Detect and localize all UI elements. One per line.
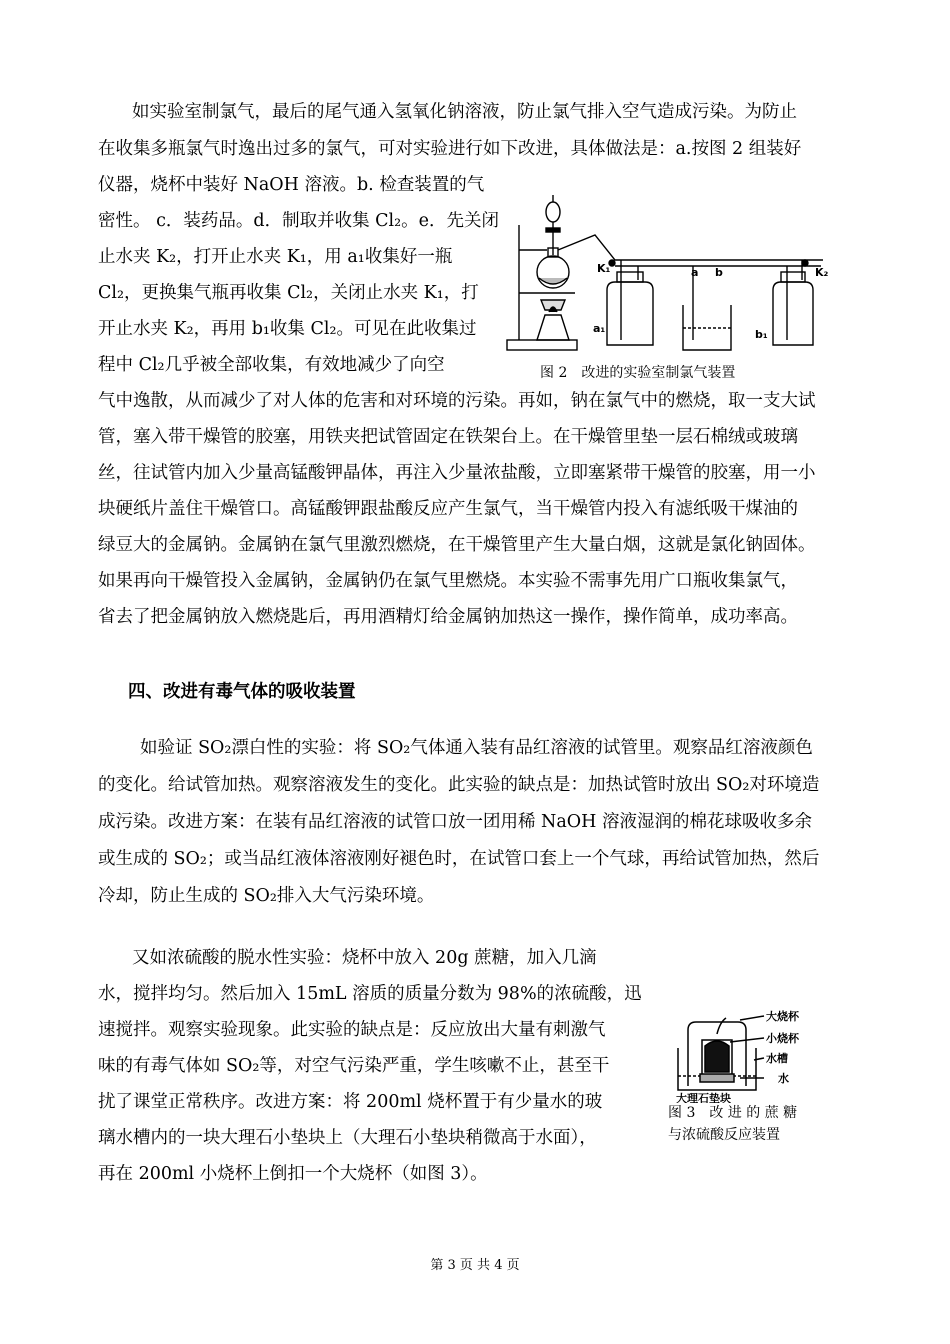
figure-3-caption-line1: 图 3 改 进 的 蔗 糖: [668, 1105, 798, 1121]
section-heading: 四、改进有毒气体的吸收装置: [128, 682, 356, 702]
text-line: 仪器，烧杯中装好 NaOH 溶液。b. 检查装置的气: [98, 175, 485, 195]
label-trough: 水槽: [766, 1052, 788, 1065]
label-a1: a₁: [593, 322, 606, 335]
label-k1: K₁: [597, 262, 611, 275]
text-line: 丝，往试管内加入少量高锰酸钾晶体，再注入少量浓盐酸，立即塞紧带干燥管的胶塞，用一小: [98, 463, 816, 483]
text-line: 密性。 c．装药品。d．制取并收集 Cl₂。e．先关闭: [98, 211, 499, 231]
text-line: 如果再向干燥管投入金属钠，金属钠仍在氯气里燃烧。本实验不需事先用广口瓶收集氯气，: [98, 571, 798, 591]
figure-3-caption-line2: 与浓硫酸反应装置: [668, 1127, 780, 1143]
text-line: 开止水夹 K₂，再用 b₁收集 Cl₂。可见在此收集过: [98, 319, 477, 339]
text-line: 绿豆大的金属钠。金属钠在氯气里激烈燃烧，在干燥管里产生大量白烟，这就是氯化钠固体。: [98, 535, 816, 555]
text-line: 再在 200ml 小烧杯上倒扣一个大烧杯（如图 3）。: [98, 1164, 488, 1184]
label-big-beaker: 大烧杯: [766, 1010, 799, 1023]
text-line: 味的有毒气体如 SO₂等，对空气污染严重，学生咳嗽不止，甚至干: [98, 1056, 610, 1076]
label-k2: K₂: [815, 266, 829, 279]
label-b1: b₁: [755, 328, 768, 341]
page-footer: 第 3 页 共 4 页: [430, 1258, 520, 1273]
figure-2-caption: 图 2 改进的实验室制氯气装置: [540, 365, 736, 381]
label-marble: 大理石垫块: [676, 1092, 731, 1103]
label-b: b: [715, 266, 723, 279]
text-line: 如验证 SO₂漂白性的实验：将 SO₂气体通入装有品红溶液的试管里。观察品红溶液颜色: [140, 738, 813, 758]
text-line: 程中 Cl₂几乎被全部收集，有效地减少了向空: [98, 355, 445, 375]
text-line: 的变化。给试管加热。观察溶液发生的变化。此实验的缺点是：加热试管时放出 SO₂对环境造: [98, 775, 820, 795]
text-line: 又如浓硫酸的脱水性实验：烧杯中放入 20g 蔗糖，加入几滴: [132, 948, 597, 968]
text-line: 璃水槽内的一块大理石小垫块上（大理石小垫块稍微高于水面），: [98, 1128, 597, 1148]
text-line: 速搅拌。观察实验现象。此实验的缺点是：反应放出大量有刺激气: [98, 1020, 606, 1040]
text-line: 冷却，防止生成的 SO₂排入大气污染环境。: [98, 886, 435, 906]
label-small-beaker: 小烧杯: [766, 1032, 799, 1045]
text-line: 扰了课堂正常秩序。改进方案：将 200ml 烧杯置于有少量水的玻: [98, 1092, 603, 1112]
text-line: 在收集多瓶氯气时逸出过多的氯气，可对实验进行如下改进，具体做法是：a.按图 2 组装好: [98, 139, 802, 159]
text-line: 省去了把金属钠放入燃烧匙后，再用酒精灯给金属钠加热这一操作，操作简单，成功率高。: [98, 607, 798, 627]
text-line: 气中逸散，从而减少了对人体的危害和对环境的污染。再如，钠在氯气中的燃烧，取一支大试: [98, 391, 816, 411]
text-line: 如实验室制氯气，最后的尾气通入氢氧化钠溶液，防止氯气排入空气造成污染。为防止: [132, 102, 797, 122]
figure-sugar-apparatus: [660, 1008, 840, 1103]
text-line: Cl₂，更换集气瓶再收集 Cl₂，关闭止水夹 K₁，打: [98, 283, 479, 303]
text-line: 块硬纸片盖住干燥管口。高锰酸钾跟盐酸反应产生氯气，当干燥管内投入有滤纸吸干煤油的: [98, 499, 798, 519]
text-line: 或生成的 SO₂；或当品红液体溶液刚好褪色时，在试管口套上一个气球，再给试管加热，然后: [98, 849, 820, 869]
text-line: 管，塞入带干燥管的胶塞，用铁夹把试管固定在铁架台上。在干燥管里垫一层石棉绒或玻璃: [98, 427, 798, 447]
figure-chlorine-apparatus: [505, 190, 840, 360]
text-line: 止水夹 K₂，打开止水夹 K₁，用 a₁收集好一瓶: [98, 247, 453, 267]
label-water: 水: [778, 1072, 789, 1085]
text-line: 水，搅拌均匀。然后加入 15mL 溶质的质量分数为 98%的浓硫酸，迅: [98, 984, 642, 1004]
text-line: 成污染。改进方案：在装有品红溶液的试管口放一团用稀 NaOH 溶液湿润的棉花球吸收多余: [98, 812, 812, 832]
label-a: a: [691, 266, 699, 279]
